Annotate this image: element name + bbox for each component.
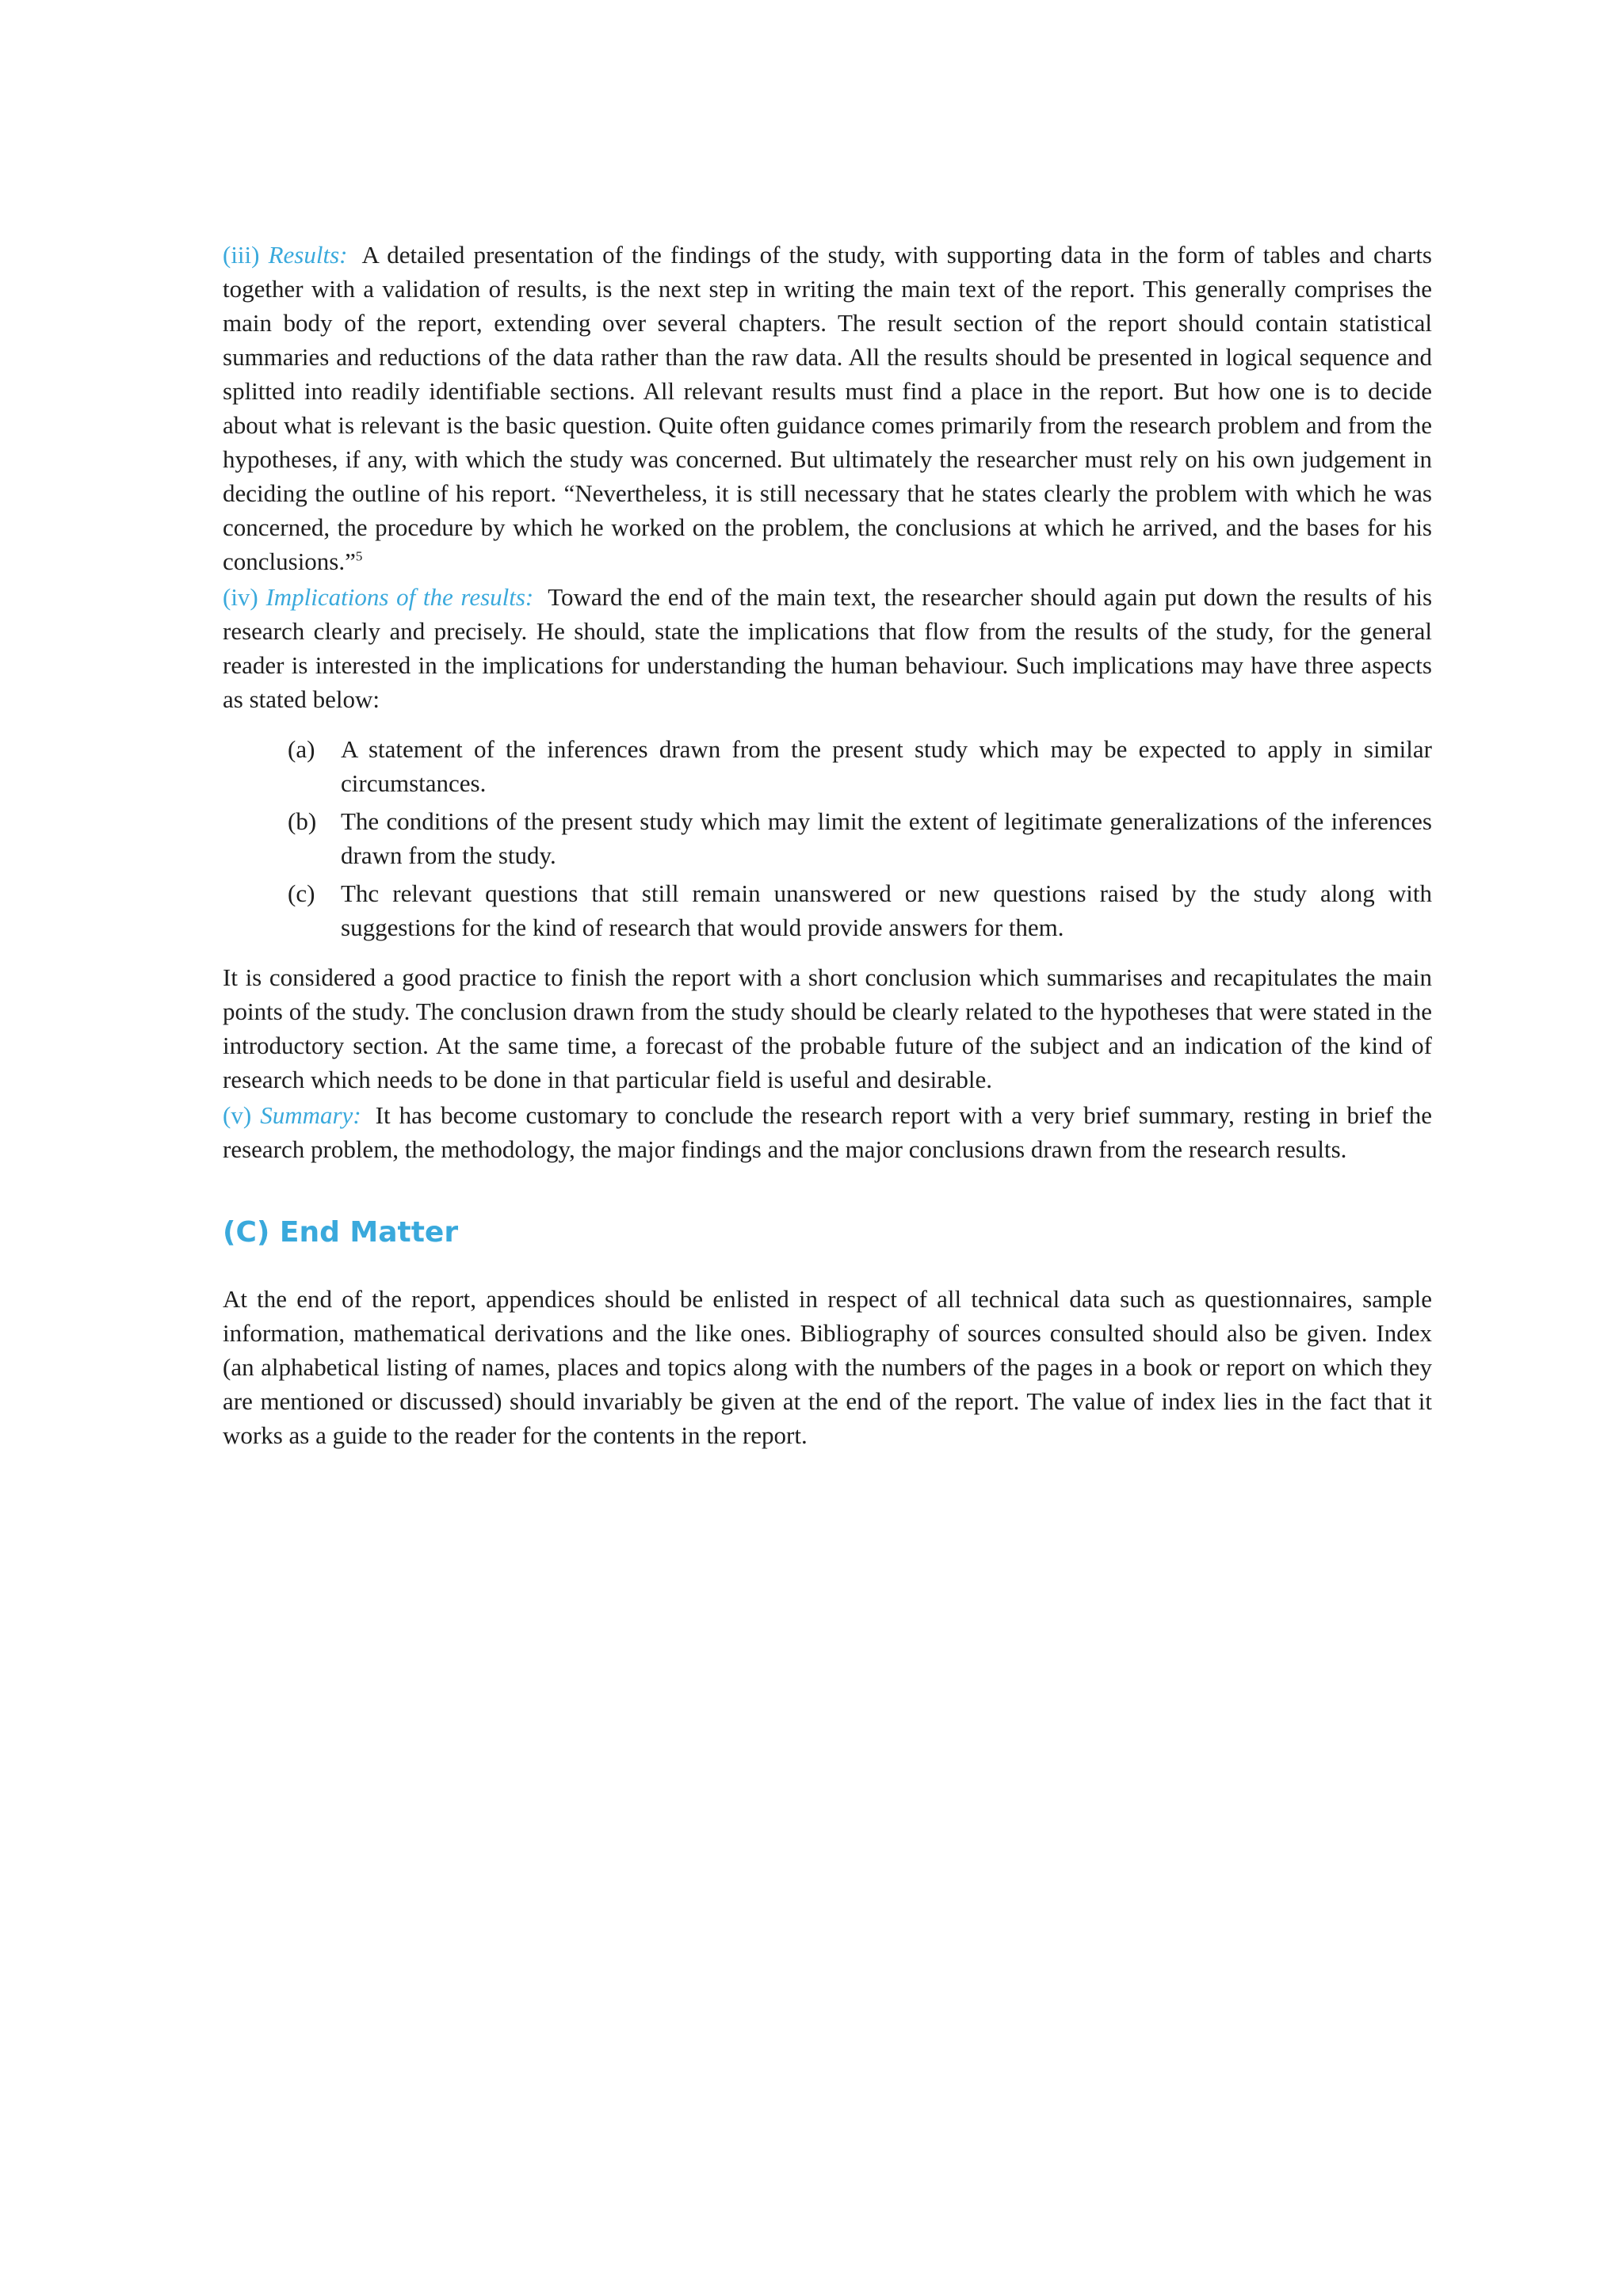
page-content [223,238,1432,1452]
conclusion-paragraph: It is considered a good practice to finish the report with a short conclusion which summarises and recapitulates the main points of the study. The conclusion drawn from the study should be clearly related to the hypotheses that were stated in the introductory section. At the same time, a forecast of the probable future of the subject and an indication of the kind of research which needs to be done in that particular field is useful and desirable. [223,963,1432,1093]
implications-paragraph [223,580,1432,716]
implications-list [223,732,1432,944]
results-label [223,241,347,269]
summary-paragraph [223,1098,1432,1166]
list-item-text: The conditions of the present study which may limit the extent of legitimate generalizations of the inferences drawn from the study. [341,807,1432,869]
list-item-text: Thc relevant questions that still remain unanswered or new questions raised by the study along with suggestions for the kind of research that would provide answers for them. [341,879,1432,941]
footnote-reference: 5 [355,548,363,564]
list-item [288,732,1432,800]
list-item-text: A statement of the inferences drawn from the present study which may be expected to apply in similar circumstances. [341,735,1432,797]
implications-text: Toward the end of the main text, the researcher should again put down the results of his research clearly and precisely. He should, state the implications that flow from the results of the study, for the general reader is interested in the implications for understanding the human behaviour. Such implications may have three aspects as stated below: [223,583,1433,713]
summary-label-numeral: (v) [223,1101,252,1129]
implications-label-title: Implications of the results: [265,583,534,611]
list-item-marker: (b) [288,807,317,835]
results-label-numeral: (iii) [223,241,260,269]
end-matter-heading: (C) End Matter [223,1216,459,1249]
implications-label [223,583,533,611]
summary-label [223,1101,361,1129]
list-item-marker: (c) [288,879,315,907]
summary-text: It has become customary to conclude the research report with a very brief summary, resting in brief the research problem, the methodology, the major findings and the major conclusions drawn from the research results. [223,1101,1432,1163]
results-text: A detailed presentation of the findings of the study, with supporting data in the form of tables and charts together with a validation of results, is the next step in writing the main text of the report. This generally comprises the main body of the report, extending over several chapters. The result section of the report should contain statistical summaries and reductions of the data rather than the raw data. All the results should be presented in logical sequence and splitted into readily identifiable sections. All relevant results must find a place in the report. But how one is to decide about what is relevant is the basic question. Quite often guidance comes primarily from the research problem and from the hypotheses, if any, with which the study was concerned. But ultimately the researcher must rely on his own judgement in deciding the outline of his report. “Nevertheless, it is still necessary that he states clearly the problem with which he was concerned, the procedure by which he worked on the problem, the conclusions at which he arrived, and the bases for his conclusions.” [223,241,1432,575]
summary-label-title: Summary: [260,1101,361,1129]
end-matter-paragraph: At the end of the report, appendices should be enlisted in respect of all technical data such as questionnaires, sample information, mathematical derivations and the like ones. Bibliography of sources consulted should also be given. Index (an alphabetical listing of names, places and topics along with the numbers of the pages in a book or report on which they are mentioned or discussed) should invariably be given at the end of the report. The value of index lies in the fact that it works as a guide to the reader for the contents in the report. [223,1285,1432,1449]
results-label-title: Results: [268,241,348,269]
list-item-marker: (a) [288,735,315,763]
results-paragraph [223,238,1432,578]
list-item [288,876,1432,944]
implications-label-numeral: (iv) [223,583,258,611]
list-item [288,804,1432,872]
